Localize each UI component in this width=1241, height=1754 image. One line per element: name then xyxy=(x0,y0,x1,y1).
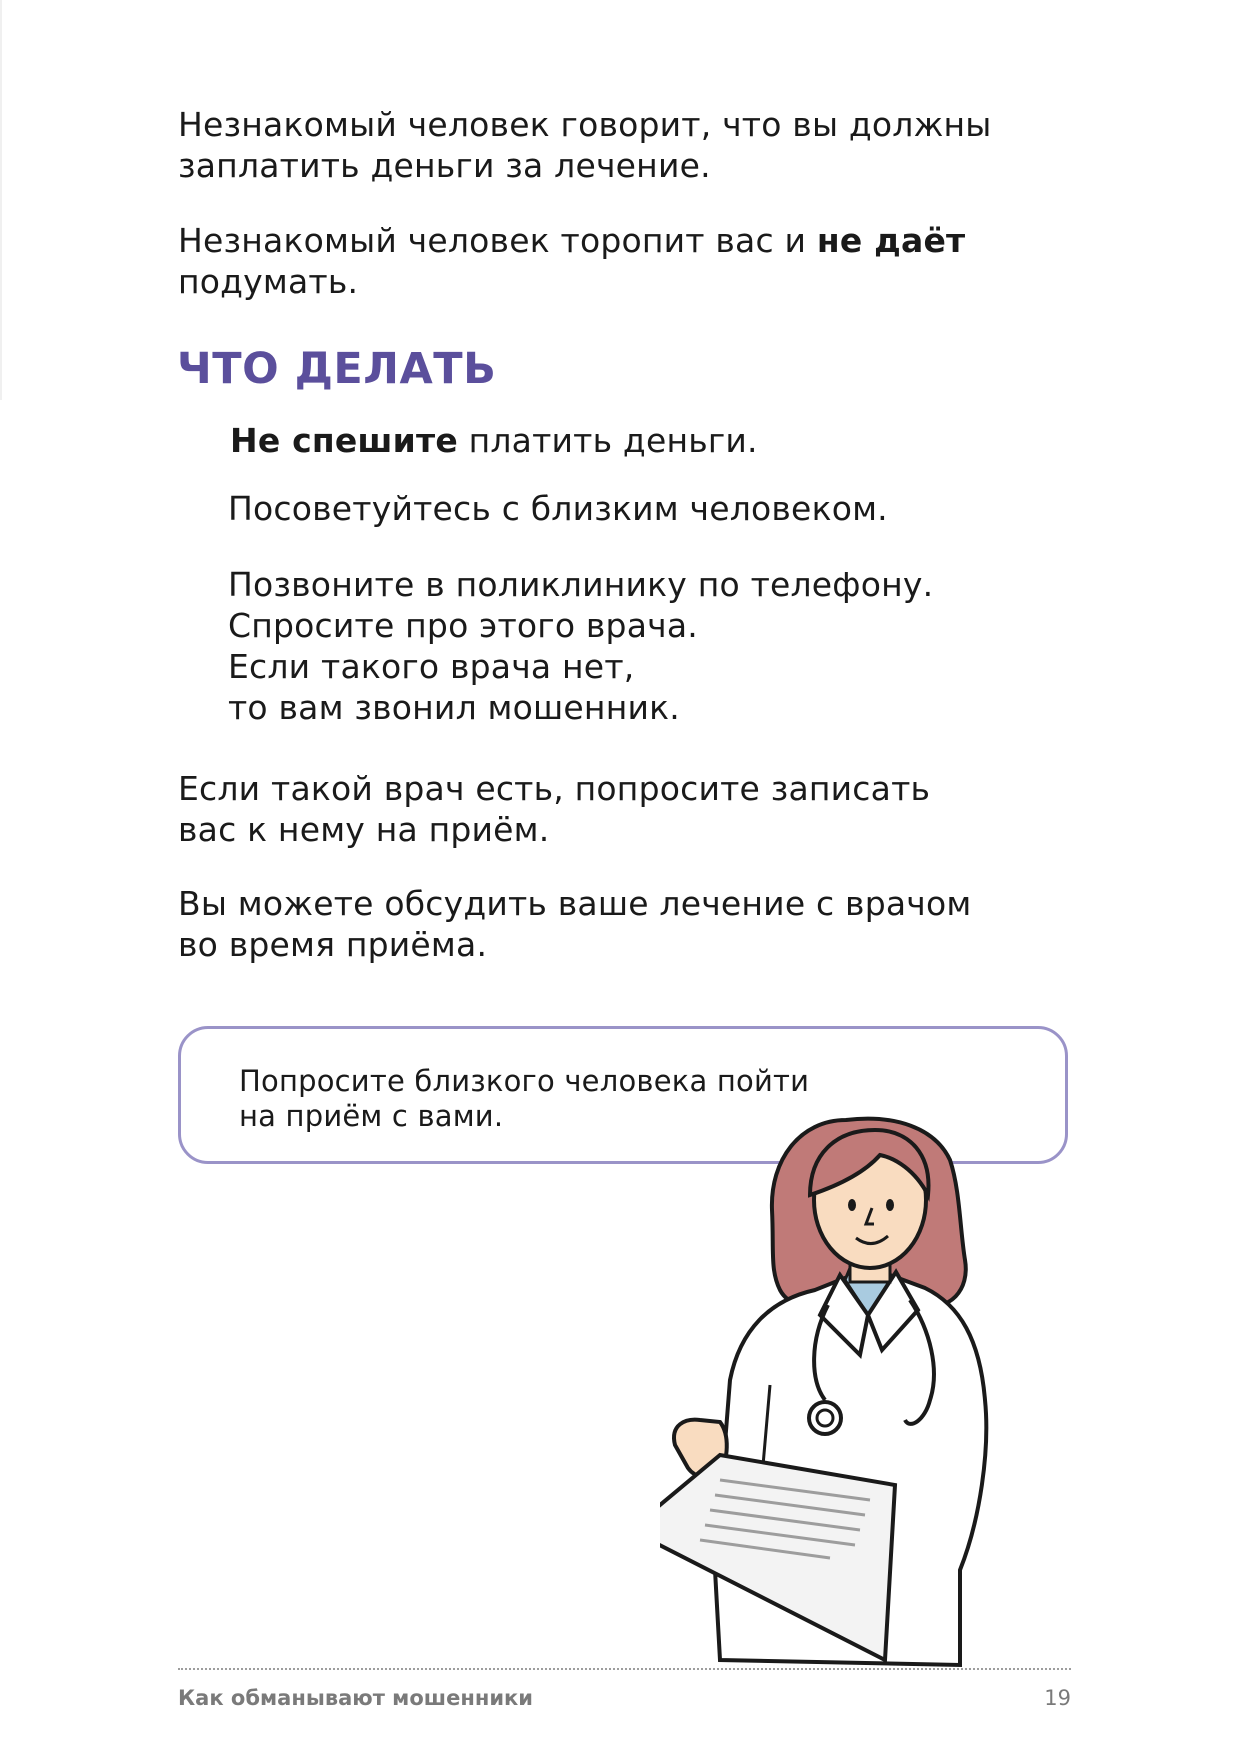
step-3 xyxy=(228,564,933,728)
doctor-eye-left xyxy=(848,1199,856,1211)
step-3-line-2: Спросите про этого врача. xyxy=(228,606,698,645)
intro-text-2-end: подумать. xyxy=(178,262,359,301)
intro-text-2-start: Незнакомый человек торопит вас и xyxy=(178,221,817,260)
step-3-line-1: Позвоните в поликлинику по телефону. xyxy=(228,565,934,604)
tip-line-2: на приём с вами. xyxy=(239,1099,504,1133)
step-1 xyxy=(230,420,758,461)
intro-text-1: Незнакомый человек говорит, что вы должны заплатить деньги за лечение. xyxy=(178,105,992,185)
intro-paragraph-2 xyxy=(178,220,1058,302)
step-2: Посоветуйтесь с близким человеком. xyxy=(228,489,888,528)
tip-line-1: Попросите близкого человека пойти xyxy=(239,1064,810,1098)
stethoscope-chestpiece xyxy=(809,1402,841,1434)
step-3-line-3: Если такого врача нет, xyxy=(228,647,635,686)
section-heading: ЧТО ДЕЛАТЬ xyxy=(177,344,497,394)
footer-divider xyxy=(178,1668,1071,1670)
footer-title: Как обманывают мошенники xyxy=(178,1686,534,1710)
doctor-illustration xyxy=(660,1100,1060,1670)
page-edge xyxy=(0,0,2,400)
intro-paragraph-1 xyxy=(178,104,1058,186)
intro-text-2-bold: не даёт xyxy=(816,221,966,260)
step-1-bold: Не спешите xyxy=(230,421,458,460)
page-number: 19 xyxy=(1044,1686,1071,1710)
step-1-rest: платить деньги. xyxy=(457,421,758,460)
after-paragraph-1: Если такой врач есть, попросите записать вас к нему на приём. xyxy=(178,769,931,849)
step-3-line-4: то вам звонил мошенник. xyxy=(228,688,680,727)
doctor-eye-right xyxy=(886,1199,894,1211)
after-paragraph-2: Вы можете обсудить ваше лечение с врачом во время приёма. xyxy=(178,884,972,964)
